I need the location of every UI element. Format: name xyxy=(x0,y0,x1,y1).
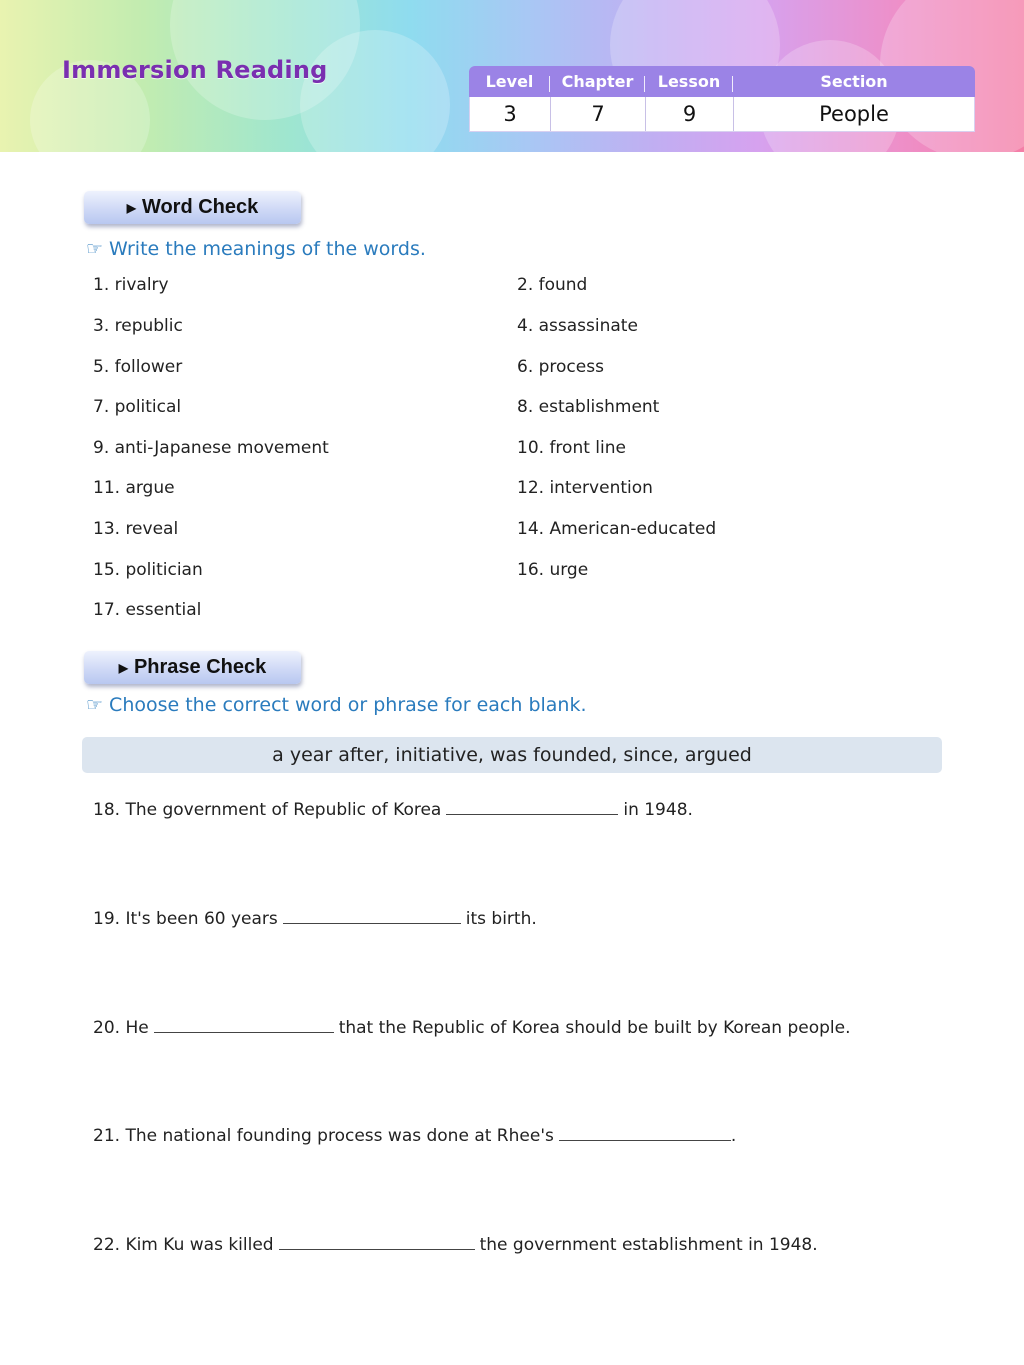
word-item: 3. republic xyxy=(93,316,183,336)
word-check-instruction xyxy=(86,238,426,260)
question-text-after: . xyxy=(730,1126,737,1146)
question-text-before: 22. Kim Ku was killed xyxy=(93,1235,274,1255)
level-value: 3 xyxy=(470,97,551,131)
word-item: 13. reveal xyxy=(93,519,179,539)
word-item: 1. rivalry xyxy=(93,275,169,295)
lesson-info-table xyxy=(469,66,975,133)
question-text-before: 18. The government of Republic of Korea xyxy=(93,800,442,820)
word-check-heading xyxy=(84,191,301,224)
question-text-after: its birth. xyxy=(465,909,537,929)
question-text-after: in 1948. xyxy=(623,800,693,820)
word-item: 9. anti-Japanese movement xyxy=(93,438,329,458)
question-22 xyxy=(93,1233,818,1255)
pointing-hand-icon: ☞ xyxy=(86,694,104,716)
answer-blank[interactable] xyxy=(279,1233,475,1250)
word-item: 4. assassinate xyxy=(517,316,638,336)
question-19 xyxy=(93,907,537,929)
header-banner xyxy=(0,0,1024,152)
lesson-info-values xyxy=(469,97,975,132)
word-item: 7. political xyxy=(93,397,182,417)
word-item: 16. urge xyxy=(517,560,589,580)
word-item: 6. process xyxy=(517,357,604,377)
pointing-hand-icon: ☞ xyxy=(86,238,104,260)
section-value: People xyxy=(819,102,889,126)
word-check-title: Word Check xyxy=(141,196,259,218)
play-triangle-icon: ▶ xyxy=(118,660,128,675)
question-text-before: 19. It's been 60 years xyxy=(93,909,278,929)
word-item: 8. establishment xyxy=(517,397,660,417)
word-item: 5. follower xyxy=(93,357,183,377)
phrase-check-instruction xyxy=(86,694,587,716)
answer-blank[interactable] xyxy=(446,798,618,815)
answer-blank[interactable] xyxy=(283,907,461,924)
question-text-after: that the Republic of Korea should be built by Korean people. xyxy=(338,1018,851,1038)
word-item: 15. politician xyxy=(93,560,203,580)
level-header: Level xyxy=(469,72,550,91)
word-check-instruction-text: Write the meanings of the words. xyxy=(109,238,426,260)
play-triangle-icon: ▶ xyxy=(126,200,136,215)
question-21 xyxy=(93,1124,736,1146)
word-item: 17. essential xyxy=(93,600,202,620)
word-item: 12. intervention xyxy=(517,478,653,498)
lesson-value: 9 xyxy=(646,97,734,131)
phrase-check-instruction-text: Choose the correct word or phrase for each blank. xyxy=(109,694,587,716)
chapter-header: Chapter xyxy=(550,72,645,91)
question-text-before: 20. He xyxy=(93,1018,149,1038)
answer-blank[interactable] xyxy=(154,1016,334,1033)
lesson-info-header xyxy=(469,66,975,97)
phrase-check-heading xyxy=(84,651,301,684)
word-item: 2. found xyxy=(517,275,588,295)
brand-title: Immersion Reading xyxy=(62,56,328,84)
phrase-check-title: Phrase Check xyxy=(133,656,267,678)
word-bank: a year after, initiative, was founded, since, argued xyxy=(82,737,942,773)
word-item: 10. front line xyxy=(517,438,626,458)
question-18 xyxy=(93,798,693,820)
question-text-before: 21. The national founding process was done at Rhee's xyxy=(93,1126,554,1146)
lesson-header: Lesson xyxy=(645,72,733,91)
word-item: 11. argue xyxy=(93,478,175,498)
question-20 xyxy=(93,1016,850,1038)
word-item: 14. American-educated xyxy=(517,519,717,539)
section-header: Section xyxy=(820,72,888,91)
question-text-after: the government establishment in 1948. xyxy=(479,1235,818,1255)
chapter-value: 7 xyxy=(551,97,646,131)
answer-blank[interactable] xyxy=(559,1124,731,1141)
